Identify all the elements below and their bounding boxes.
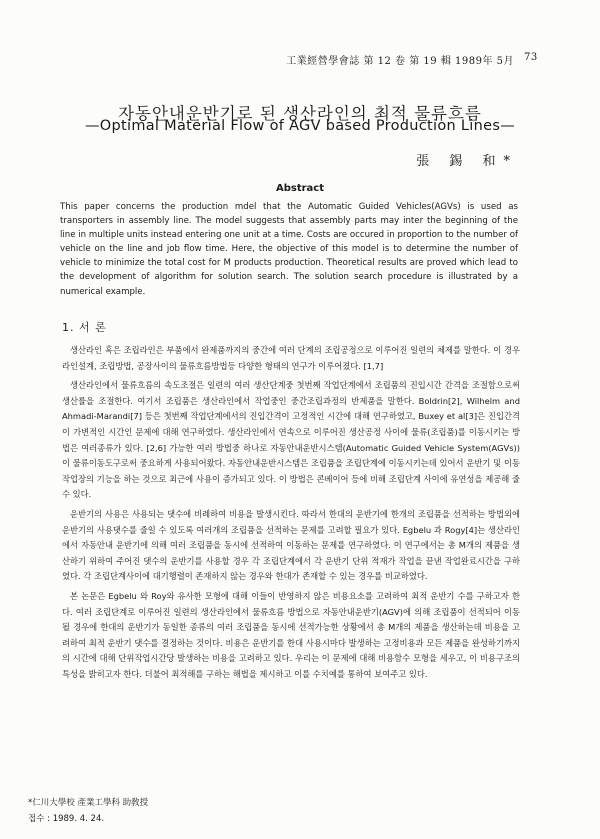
journal-citation: 工業經營學會誌 第 12 卷 第 19 輯 1989年 5月: [286, 56, 514, 67]
section-heading: 1. 서 론: [62, 321, 107, 334]
korean-title: 자동안내운반기로 된 생산라인의 최적 물류흐름: [118, 104, 482, 123]
received-date: 접수 : 1989. 4. 24.: [28, 814, 105, 824]
author-affiliation: *仁川大學校 產業工學科 助敎授: [28, 798, 149, 808]
body-paragraph: 생산라인에서 물류흐름의 속도조절은 일련의 여러 생산단계중 첫번째 작업단계에서 조립품의 진입시간 간격을 조절함으로써 생산률을 조절한다. 여기서 조립품은 생산라인에서 작업중인 중간조립과정의 반제품을 말한다. Boldrin[2], Wilhelm and Ahmadi-Marandi[7] 등은 첫번째 작업단계에서의 진입간격이 고정적인 시간에 대해 연구하였고, Buxey et al[3]은 진입간격이 가변적인 시간인 문제에 대해 연구하였다. 생산라인에서 연속으로 이루어진 생산공정 사이에 물류(조립품)를 이동시키는 방법은 여러종류가 있다. [2,6] 가능한 여러 방법중 하나로 자동안내운반시스템(Automatic Guided Vehicle System(AGVs))이 물류이동도구로써 중요하게 사용되어왔다. 자동안내운반시스템은 조립품을 조립단계에 이동시키는데 있어서 운반기 및 이동작업장의 기능을 하는 것으로 최근에 사용이 증가되고 있다. 이 방법은 콘베이어 등에 비해 조립단계 사이에 유연성을 제공해 줄 수 있다.: [62, 380, 520, 500]
abstract-text: This paper concerns the production mdel that the Automatic Guided Vehicles(AGVs) is used as transporters in assembly line. The model suggests that assembly parts may inter the beginning of the line in multiple units instead entering one unit at a time. Costs are occured in proportion to the number of vehicle on the line and job flow time. Here, the objective of this model is to determine the number of vehicle to minimize the total cost for M products production. Theoretical results are proved which lead to the development of algorithm for solution search. The solution search procedure is illustrated by a numerical example.: [60, 202, 518, 297]
journal-header: [286, 52, 538, 67]
english-title: —Optimal Material Flow of AGV based Production Lines—: [84, 118, 516, 134]
abstract-heading: Abstract: [275, 183, 325, 194]
body-paragraph: 운반기의 사용은 사용되는 댓수에 비례하여 비용을 발생시킨다. 따라서 한대의 운반기에 한개의 조립품을 선적하는 방법외에 운반기의 사용댓수를 줄일 수 있도록 여러개의 조립품을 선적하는 문제를 고려할 필요가 있다. Egbelu 과 Rogy[4]는 생산라인에서 자동안내 운반기에 의해 여러 조립품을 동시에 선적하여 이동하는 문제를 연구하였다. 이 연구에서는 총 M개의 제품을 생산하기 위하여 주어진 댓수의 운반기를 사용할 경우 각 조립단계에서 각 운반기 단위 적재가 작업을 끝낸 작업완료시간을 구하였다. 각 조립단계사이에 대기행렬이 존재하지 않는 경우와 한대가 존재할 수 있는 경우를 비교하였다.: [62, 508, 520, 582]
author-name: 張 錫 和*: [416, 154, 518, 169]
section-body: [62, 343, 520, 686]
body-paragraph: 본 논문은 Egbelu 와 Roy와 유사한 모형에 대해 이들이 반영하지 않은 비용요소를 고려하여 최적 운반기 수를 구하고자 한다. 여러 조립단계로 이루어진 일련의 생산라인에서 물류흐름 방법으로 자동안내운반기(AGV)에 의해 조립품이 선적되어 이동될 경우에 한대의 운반기가 동일한 종류의 여러 조립품을 동시에 선적가능한 상황에서 총 M개의 제품을 생산하는데 비용을 고려하여 최적 운반기 댓수를 결정하는 것이다. 비용은 운반기를 한대 사용시마다 발생하는 고정비용과 모든 제품을 완성하기까지의 시간에 대해 단위작업시간당 발생하는 비용을 고려하고 있다. 우리는 이 문제에 대해 비용함수 모형을 세우고, 이 비용구조의 특성을 밝히고자 한다. 더불어 최적해를 구하는 해법을 제시하고 이를 수치예를 통하여 보여주고 있다.: [62, 590, 520, 679]
page-number: 73: [524, 52, 538, 63]
body-paragraph: 생산라인 혹은 조립라인은 부품에서 완제품까지의 중간에 여러 단계의 조립공정으로 이루어진 일련의 체제를 말한다. 이 경우 라인설계, 조립방법, 공장사이의 물류흐름방법등 다양한 형태의 연구가 이루어졌다. [1,7]: [62, 345, 520, 371]
